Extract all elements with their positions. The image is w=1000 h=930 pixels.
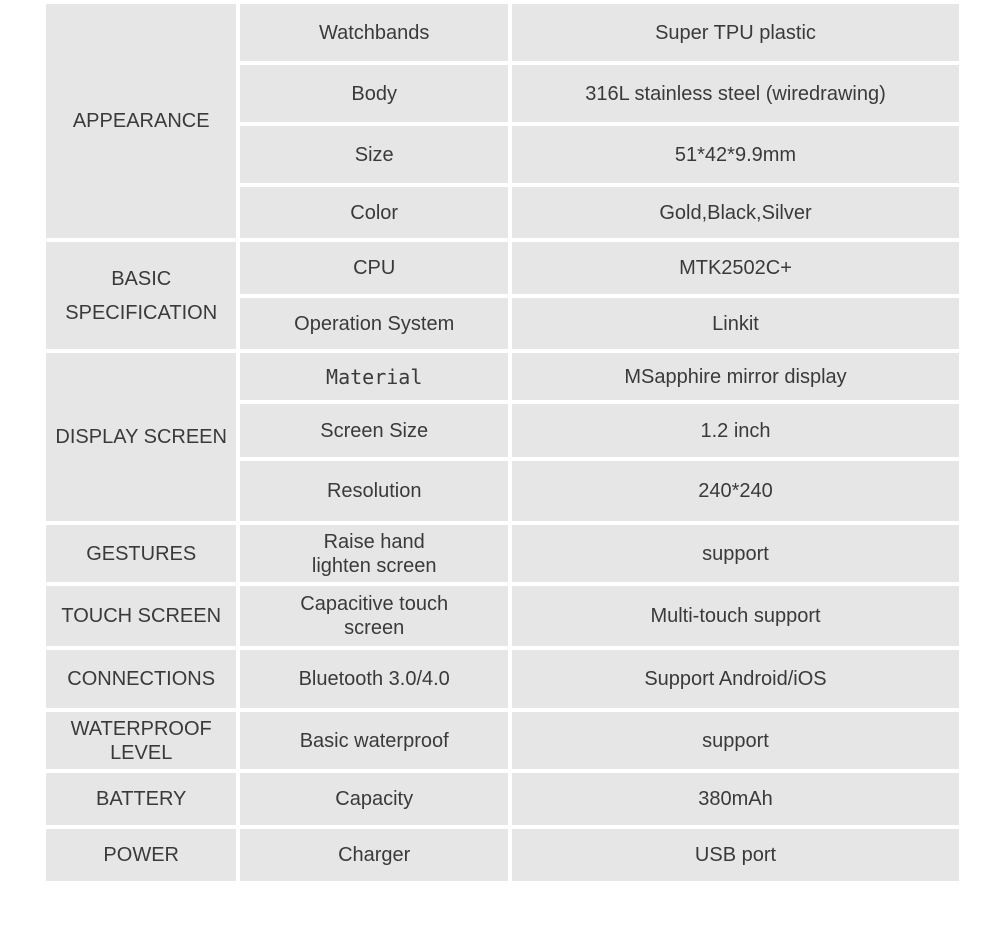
value-cell: 1.2 inch (512, 404, 959, 457)
label-cell: Size (240, 126, 508, 183)
table-row (46, 4, 959, 61)
category-cell: TOUCH SCREEN (46, 586, 236, 646)
label-cell: Basic waterproof (240, 712, 508, 769)
category-cell: GESTURES (46, 525, 236, 582)
label-cell: Capacity (240, 773, 508, 825)
label-cell: Raise hand lighten screen (240, 525, 508, 582)
value-cell: MTK2502C+ (512, 242, 959, 294)
table-row (46, 773, 959, 825)
value-cell: support (512, 525, 959, 582)
value-cell: Gold,Black,Silver (512, 187, 959, 238)
label-cell: Screen Size (240, 404, 508, 457)
value-cell: MSapphire mirror display (512, 353, 959, 400)
label-cell: Body (240, 65, 508, 122)
label-cell: Resolution (240, 461, 508, 521)
table-row (46, 353, 959, 400)
label-cell: Capacitive touch screen (240, 586, 508, 646)
value-cell: Multi-touch support (512, 586, 959, 646)
value-cell: support (512, 712, 959, 769)
table-row (46, 829, 959, 881)
value-cell: Support Android/iOS (512, 650, 959, 708)
value-cell: 240*240 (512, 461, 959, 521)
table-row (46, 586, 959, 646)
category-cell: POWER (46, 829, 236, 881)
category-cell: BATTERY (46, 773, 236, 825)
table-row (46, 712, 959, 769)
table-row (46, 525, 959, 582)
category-cell: BASIC SPECIFICATION (46, 242, 236, 349)
label-cell: Charger (240, 829, 508, 881)
category-cell: DISPLAY SCREEN (46, 353, 236, 521)
category-cell: WATERPROOF LEVEL (46, 712, 236, 769)
label-cell: Bluetooth 3.0/4.0 (240, 650, 508, 708)
label-cell: Watchbands (240, 4, 508, 61)
label-cell: CPU (240, 242, 508, 294)
spec-table-body (46, 4, 959, 881)
value-cell: Super TPU plastic (512, 4, 959, 61)
category-cell: APPEARANCE (46, 4, 236, 238)
label-cell: Color (240, 187, 508, 238)
label-cell: Material (240, 353, 508, 400)
value-cell: USB port (512, 829, 959, 881)
table-row (46, 242, 959, 294)
table-row (46, 650, 959, 708)
value-cell: Linkit (512, 298, 959, 349)
value-cell: 316L stainless steel (wiredrawing) (512, 65, 959, 122)
value-cell: 380mAh (512, 773, 959, 825)
spec-table (42, 0, 963, 885)
value-cell: 51*42*9.9mm (512, 126, 959, 183)
category-cell: CONNECTIONS (46, 650, 236, 708)
label-cell: Operation System (240, 298, 508, 349)
